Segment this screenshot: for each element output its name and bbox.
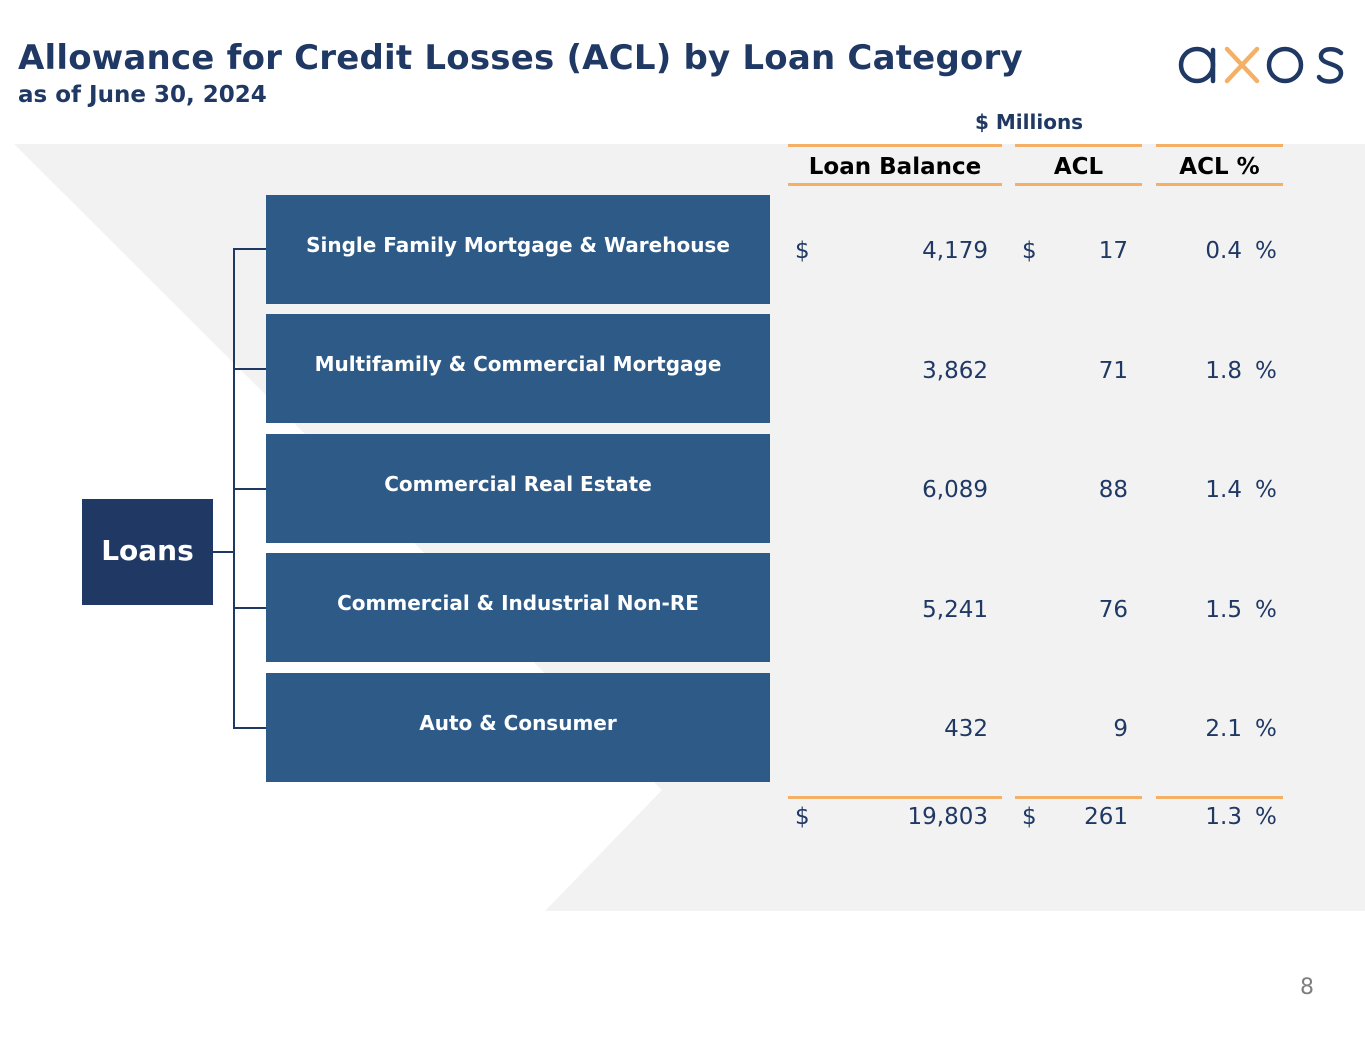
page-subtitle: as of June 30, 2024	[18, 82, 267, 108]
column-header-acl-pct: ACL %	[1179, 154, 1260, 180]
acl-pct-value: 2.1	[1205, 716, 1242, 742]
percent-sign: %	[1255, 477, 1277, 503]
branch-connector	[233, 727, 266, 729]
total-rule-loan-balance	[788, 796, 1002, 799]
total-loan-balance: 19,803	[907, 804, 988, 830]
total-rule-acl	[1015, 796, 1142, 799]
loan-balance-value: 6,089	[922, 477, 988, 503]
acl-pct-value: 1.5	[1205, 597, 1242, 623]
total-acl-pct: 1.3	[1205, 804, 1242, 830]
loan-balance-value: 4,179	[922, 238, 988, 264]
percent-sign: %	[1255, 358, 1277, 384]
total-rule-acl-pct	[1156, 796, 1283, 799]
root-connector	[213, 551, 234, 553]
branch-connector	[233, 368, 266, 370]
loan-balance-value: 5,241	[922, 597, 988, 623]
percent-sign: %	[1255, 597, 1277, 623]
acl-value: 9	[1113, 716, 1128, 742]
page-number: 8	[1300, 975, 1314, 1000]
branch-connector	[233, 248, 266, 250]
acl-pct-value: 1.4	[1205, 477, 1242, 503]
header-bottom-rule-acl	[1015, 183, 1142, 186]
category-box-commercial-real-estate: Commercial Real Estate	[266, 434, 770, 543]
loans-root-box: Loans	[82, 499, 213, 605]
column-header-acl: ACL	[1053, 154, 1104, 180]
total-loan-dollar-sign: $	[795, 804, 810, 830]
acl-pct-value: 1.8	[1205, 358, 1242, 384]
header-bottom-rule-loan-balance	[788, 183, 1002, 186]
loan-balance-value: 432	[944, 716, 988, 742]
percent-sign: %	[1255, 238, 1277, 264]
loan-balance-dollar-sign: $	[795, 238, 810, 264]
branch-connector	[233, 607, 266, 609]
total-percent-sign: %	[1255, 804, 1277, 830]
category-box-multifamily: Multifamily & Commercial Mortgage	[266, 314, 770, 423]
acl-value: 71	[1098, 358, 1128, 384]
category-box-single-family: Single Family Mortgage & Warehouse	[266, 195, 770, 304]
category-box-auto-consumer: Auto & Consumer	[266, 673, 770, 782]
column-header-loan-balance: Loan Balance	[808, 154, 982, 180]
units-label: $ Millions	[975, 110, 1084, 134]
header-top-rule-loan-balance	[788, 144, 1002, 147]
acl-dollar-sign: $	[1022, 238, 1037, 264]
percent-sign: %	[1255, 716, 1277, 742]
loan-balance-value: 3,862	[922, 358, 988, 384]
page-title: Allowance for Credit Losses (ACL) by Loan Category	[18, 38, 1023, 78]
branch-connector	[233, 488, 266, 490]
header-bottom-rule-acl-pct	[1156, 183, 1283, 186]
header-top-rule-acl-pct	[1156, 144, 1283, 147]
axos-logo	[1175, 38, 1345, 92]
total-acl: 261	[1084, 804, 1128, 830]
acl-value: 17	[1098, 238, 1128, 264]
acl-pct-value: 0.4	[1205, 238, 1242, 264]
header-top-rule-acl	[1015, 144, 1142, 147]
acl-value: 88	[1098, 477, 1128, 503]
category-box-commercial-industrial: Commercial & Industrial Non-RE	[266, 553, 770, 662]
acl-value: 76	[1098, 597, 1128, 623]
total-acl-dollar-sign: $	[1022, 804, 1037, 830]
